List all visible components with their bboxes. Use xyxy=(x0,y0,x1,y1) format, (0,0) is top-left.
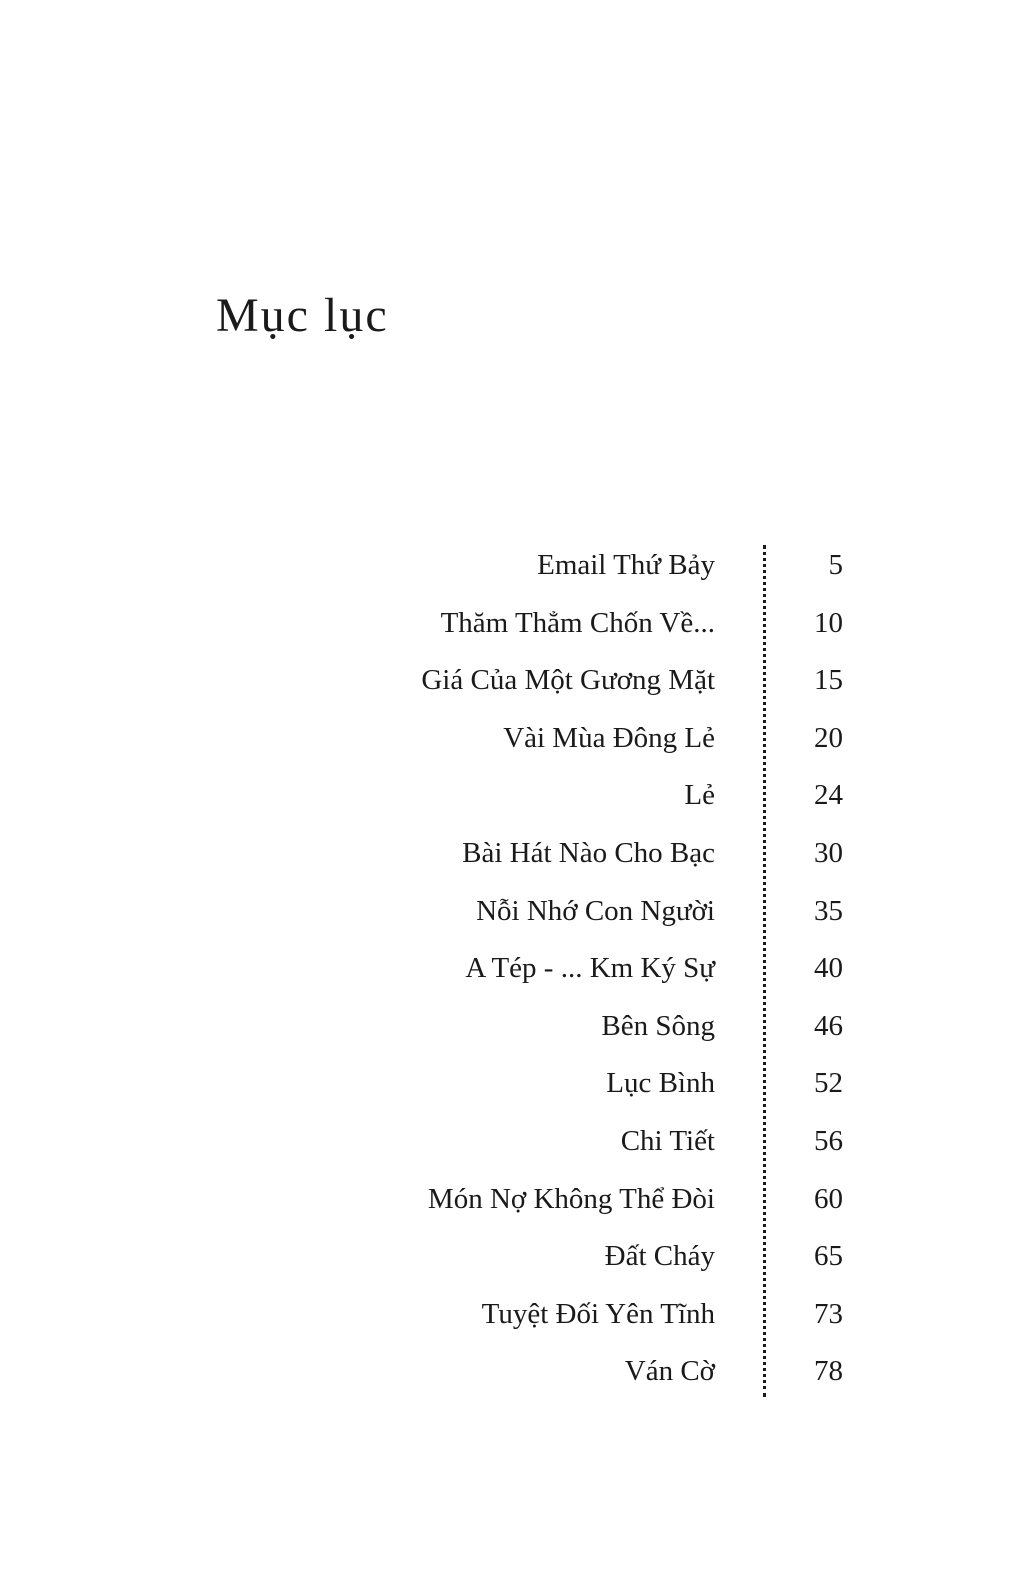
table-of-contents xyxy=(300,537,860,1401)
toc-entry-title: Đất Cháy xyxy=(604,1240,715,1273)
toc-entry-page: 30 xyxy=(814,836,843,869)
toc-entry-title: Món Nợ Không Thể Đòi xyxy=(427,1182,715,1215)
toc-entry xyxy=(300,595,860,653)
toc-entry xyxy=(300,710,860,768)
toc-entry-title: Lẻ xyxy=(684,779,715,812)
toc-entry-page: 60 xyxy=(814,1182,843,1215)
toc-entry-title: Chi Tiết xyxy=(620,1124,715,1157)
toc-entry-title: Bên Sông xyxy=(601,1009,715,1042)
toc-entry-page: 78 xyxy=(814,1355,843,1388)
toc-entry-page: 40 xyxy=(814,952,843,985)
toc-entry xyxy=(300,825,860,883)
toc-entry xyxy=(300,1113,860,1171)
toc-entry-page: 52 xyxy=(814,1067,843,1100)
toc-entry-title: Giá Của Một Gương Mặt xyxy=(421,664,715,697)
toc-entry-page: 20 xyxy=(814,721,843,754)
toc-entry xyxy=(300,998,860,1056)
toc-entry xyxy=(300,537,860,595)
toc-entry-title: Tuyệt Đối Yên Tĩnh xyxy=(481,1297,715,1330)
toc-entry xyxy=(300,1286,860,1344)
toc-entry xyxy=(300,1055,860,1113)
toc-entry-title: Vài Mùa Đông Lẻ xyxy=(503,721,715,754)
toc-entry-title: Ván Cờ xyxy=(624,1355,715,1388)
toc-entry-page: 65 xyxy=(814,1240,843,1273)
toc-entry-title: Thăm Thẳm Chốn Về... xyxy=(440,606,715,639)
toc-entry xyxy=(300,767,860,825)
toc-entry-page: 73 xyxy=(814,1297,843,1330)
toc-entry xyxy=(300,1171,860,1229)
toc-entry xyxy=(300,883,860,941)
toc-entry-title: Lục Bình xyxy=(606,1067,715,1100)
toc-entry xyxy=(300,652,860,710)
toc-entry xyxy=(300,1228,860,1286)
toc-entry-page: 46 xyxy=(814,1009,843,1042)
toc-entry-title: Nỗi Nhớ Con Người xyxy=(476,894,715,927)
toc-entry-title: Bài Hát Nào Cho Bạc xyxy=(462,836,715,869)
toc-entry-page: 5 xyxy=(828,549,843,581)
toc-entry-page: 24 xyxy=(814,779,843,812)
toc-entry-page: 35 xyxy=(814,894,843,927)
toc-entry xyxy=(300,1343,860,1401)
page-title: Mục lục xyxy=(216,289,389,342)
toc-entry-title: A Tép - ... Km Ký Sự xyxy=(465,952,715,985)
toc-entry-page: 56 xyxy=(814,1124,843,1157)
toc-entry xyxy=(300,940,860,998)
toc-entry-page: 10 xyxy=(814,606,843,639)
toc-entry-page: 15 xyxy=(814,664,843,697)
toc-entry-title: Email Thứ Bảy xyxy=(537,549,715,581)
